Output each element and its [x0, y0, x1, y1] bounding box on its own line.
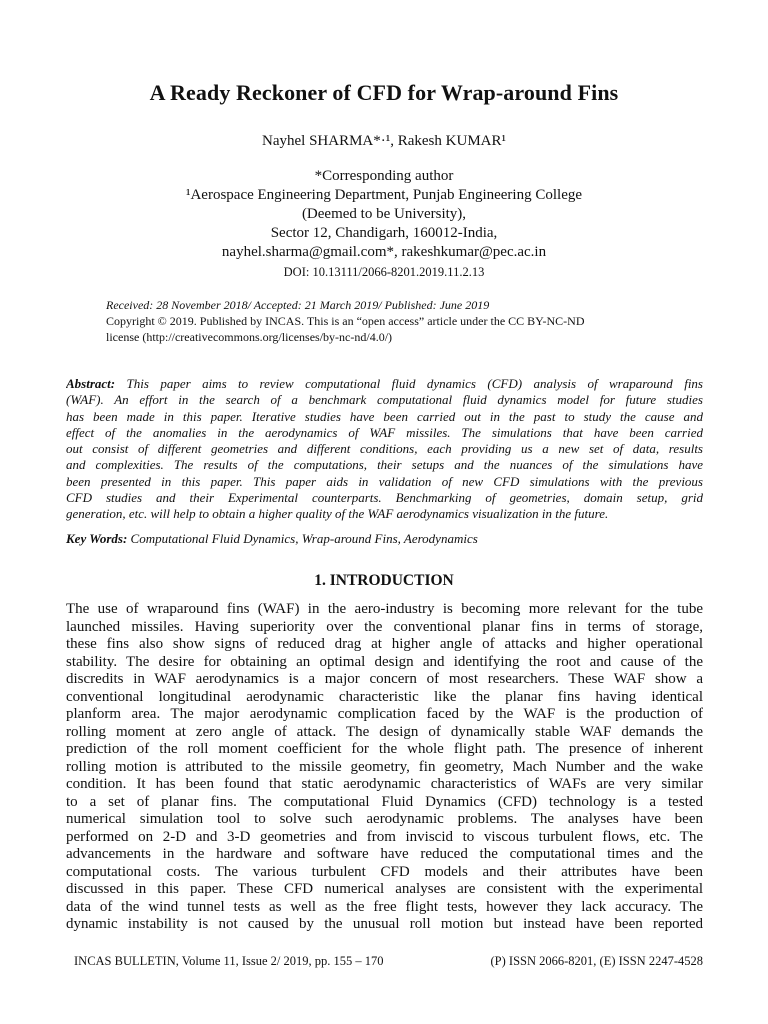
paper-authors: Nayhel SHARMA*·¹, Rakesh KUMAR¹	[262, 133, 506, 149]
abstract-line: (WAF). An effort in the search of a benchmark computational fluid dynamics model for future studies	[66, 392, 703, 408]
abstract-line-text: This paper aims to review computational fluid dynamics (CFD) analysis of wraparound fins	[115, 376, 703, 391]
abstract-line: effect of the anomalies in the aerodynamics of WAF missiles. The simulations that have been carried	[66, 424, 703, 440]
body-line: conventional longitudinal aerodynamic characteristic like the planar fins having identical	[66, 688, 703, 705]
footer-citation: INCAS BULLETIN, Volume 11, Issue 2/ 2019, pp. 155 – 170	[74, 954, 384, 968]
body-line: condition. It has been found that static aerodynamic characteristics of WAFs are very similar	[66, 776, 703, 792]
affiliation-department: ¹Aerospace Engineering Department, Punjab Engineering College	[185, 187, 583, 203]
body-line: to a set of planar fins. The computational Fluid Dynamics (CFD) technology is a tested	[66, 793, 703, 810]
body-line: The use of wraparound fins (WAF) in the aero-industry is becoming more relevant for the tube	[66, 601, 703, 617]
body-line: rolling motion is attributed to the missile geometry, fin geometry, Mach Number and the wake	[66, 758, 703, 775]
abstract-line: generation, etc. will help to obtain a higher quality of the WAF aerodynamics visualization in the future.	[66, 506, 609, 522]
page-footer	[66, 954, 703, 969]
paper-doi: DOI: 10.13111/2066-8201.2019.11.2.13	[283, 265, 485, 279]
abstract-line: been presented in this paper. This paper aids in validation of new CFD simulations with the previous	[66, 473, 703, 489]
abstract-line: and complexities. The results of the computations, their setups and the nuances of the simulations have	[66, 457, 703, 473]
footer-issn: (P) ISSN 2066-8201, (E) ISSN 2247-4528	[490, 954, 703, 968]
received-dates: Received: 28 November 2018/ Accepted: 21 March 2019/ Published: June 2019	[106, 298, 490, 312]
body-line: numerical simulation tool to solve such aerodynamic problems. The analyses have been	[66, 811, 703, 827]
corresponding-author-note: *Corresponding author	[314, 168, 454, 184]
body-line: discussed in this paper. These CFD numerical analyses are consistent with the experimental	[66, 881, 703, 897]
author-affiliation	[0, 167, 768, 262]
keywords-label: Key Words:	[66, 531, 128, 546]
body-line: advancements in the hardware and software have reduced the computational times and the	[66, 846, 703, 862]
abstract-line: CFD studies and their Experimental counterparts. Benchmarking of geometries, domain setup, grid	[66, 490, 703, 506]
body-line: data of the wind tunnel tests as well as the free flight tests, however they lack accuracy. The	[66, 898, 703, 915]
publication-info	[106, 297, 706, 345]
introduction-body	[66, 601, 703, 934]
keywords	[66, 531, 703, 547]
keywords-text: Computational Fluid Dynamics, Wrap-around Fins, Aerodynamics	[127, 531, 478, 546]
body-line: discredits in WAF aerodynamics is a major concern of most researchers. These WAF show a	[66, 671, 703, 687]
copyright-line: Copyright © 2019. Published by INCAS. This is an “open access” article under the CC BY-NC-ND	[106, 314, 585, 328]
body-line: performed on 2-D and 3-D geometries and from inviscid to viscous turbulent flows, etc. The	[66, 828, 703, 845]
author-emails: nayhel.sharma@gmail.com*, rakeshkumar@pec.ac.in	[221, 244, 547, 260]
body-line: launched missiles. Having superiority over the conventional planar fins in terms of storage,	[66, 618, 703, 635]
abstract	[66, 376, 703, 523]
abstract-line	[66, 376, 703, 392]
paper-title: A Ready Reckoner of CFD for Wrap-around Fins	[149, 80, 619, 105]
body-line: rolling moment at zero angle of attack. The design of dynamically stable WAF demands the	[66, 723, 703, 740]
affiliation-address: Sector 12, Chandigarh, 160012-India,	[270, 225, 498, 241]
section-heading: 1. INTRODUCTION	[314, 572, 454, 589]
body-line: planform area. The major aerodynamic complication faced by the WAF is the production of	[66, 706, 703, 722]
affiliation-university: (Deemed to be University),	[301, 206, 467, 222]
body-line: these fins also show signs of reduced drag at higher angle of attacks and higher operational	[66, 636, 703, 652]
abstract-line: has been made in this paper. Iterative studies have been carried out in the past to study the cause and	[66, 408, 703, 424]
body-line: computational costs. The various turbulent CFD models and their attributes have been	[66, 863, 703, 880]
license-line: license (http://creativecommons.org/licenses/by-nc-nd/4.0/)	[106, 330, 393, 344]
body-line: prediction of the roll moment coefficient for the whole flight path. The presence of inherent	[66, 741, 703, 757]
body-line: stability. The desire for obtaining an optimal design and identifying the root and cause of the	[66, 653, 703, 670]
abstract-label: Abstract:	[66, 376, 116, 391]
abstract-line: out consist of different geometries and different conditions, each providing us a new set of data, results	[66, 441, 703, 457]
body-line: dynamic instability is not caused by the unusual roll motion but instead have been reported	[66, 916, 703, 932]
